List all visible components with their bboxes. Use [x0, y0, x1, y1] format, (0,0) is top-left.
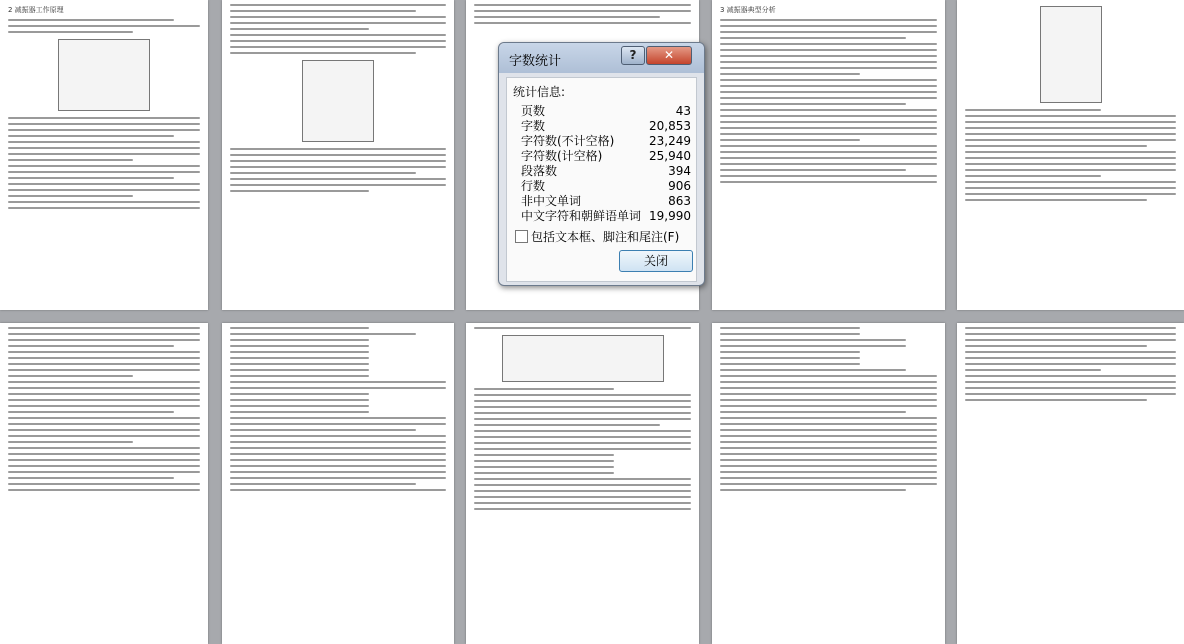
include-textboxes-checkbox[interactable] [515, 230, 528, 243]
dialog-titlebar[interactable] [499, 43, 704, 73]
page-8 [466, 323, 699, 644]
page-2 [222, 0, 454, 310]
page-9 [712, 323, 945, 644]
stat-value: 906 [668, 179, 691, 193]
stat-label: 非中文单词 [521, 194, 582, 208]
stat-row-words [521, 119, 691, 134]
stat-value: 19,990 [649, 209, 691, 223]
stat-label: 页数 [521, 104, 546, 118]
stat-row-non-chinese-words [521, 194, 691, 209]
page-heading: 3 减振器典型分析 [720, 6, 776, 14]
figure [302, 60, 374, 142]
stat-value: 394 [668, 164, 691, 178]
page-6 [0, 323, 208, 644]
stat-label: 字符数(计空格) [521, 149, 603, 163]
stat-row-paragraphs [521, 164, 691, 179]
figure [1040, 6, 1102, 103]
stat-label: 段落数 [521, 164, 558, 178]
figure [58, 39, 150, 111]
close-button[interactable]: 关闭 [619, 250, 693, 272]
stat-row-chinese-chars [521, 209, 691, 224]
stat-value: 43 [675, 104, 691, 118]
statistics-group [506, 77, 697, 282]
stat-row-lines [521, 179, 691, 194]
page-heading: 2 减振器工作原理 [8, 6, 64, 14]
page-5 [957, 0, 1184, 310]
statistics-label: 统计信息: [513, 85, 566, 99]
page-7 [222, 323, 454, 644]
page-4 [712, 0, 945, 310]
stat-value: 23,249 [649, 134, 691, 148]
include-textboxes-label[interactable]: 包括文本框、脚注和尾注(F) [531, 230, 680, 244]
page-1 [0, 0, 208, 310]
stat-value: 25,940 [649, 149, 691, 163]
page-10 [957, 323, 1184, 644]
stat-row-chars-no-spaces [521, 134, 691, 149]
stat-label: 字符数(不计空格) [521, 134, 615, 148]
close-icon[interactable]: ✕ [646, 46, 692, 65]
stat-label: 中文字符和朝鲜语单词 [521, 209, 642, 223]
word-count-dialog [498, 42, 705, 286]
stat-label: 字数 [521, 119, 546, 133]
stat-label: 行数 [521, 179, 546, 193]
dialog-title: 字数统计 [509, 54, 562, 69]
figure [502, 335, 664, 382]
stat-row-pages [521, 104, 691, 119]
stat-row-chars-with-spaces [521, 149, 691, 164]
help-button[interactable]: ? [621, 46, 645, 65]
stat-value: 863 [668, 194, 691, 208]
stat-value: 20,853 [649, 119, 691, 133]
